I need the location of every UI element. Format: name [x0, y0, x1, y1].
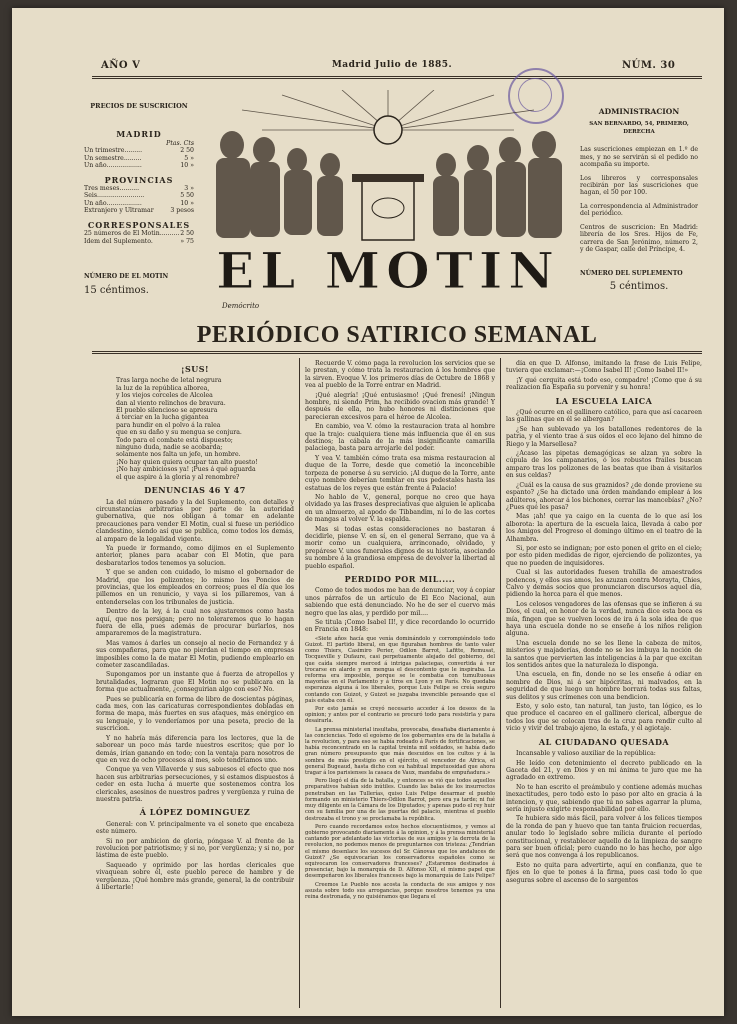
- paragraph: ¡Qué alegría! ¡Qué entusiasmo! ¡Qué frenesí! ¡Ningun hombre, ni siendo Prim, ha recibido ovacion más grande! Y después de ella, no hubo honores ni distinciones que parecieran excesivos para el héroe de Alcolea.: [305, 391, 495, 421]
- paragraph: día en que D. Alfonso, imitando la frase de Luis Felipe, tuviera que exclamar:—¡Como Isabel II! ¡Como Isabel II!»: [506, 360, 702, 375]
- poem-line: solamente nos falta un jefe, un hombre.: [116, 451, 241, 459]
- price-row-label: Idem del Suplemento.: [84, 237, 153, 245]
- heading-escuela-laica: LA ESCUELA LAICA: [555, 395, 653, 406]
- issue-date: Madrid Julio de 1885.: [331, 60, 453, 70]
- quoted-paragraph: Pero cuando recordamos estos hechos elocuentísimos, y vemos al gobierno provocando diariamente á la opinion, y á la prensa ministerial cantando por adelantado las victorias de sus amigos y la derrota de la revolucion, no podemos menos de preguntarnos con tristeza: ¿Tendrían el mismo desenlace los sucesos del Sr. Cánovas que los andaluces de Guizot? ¿Se equivocarían los conservadores españoles como se equivocaron los conservadores franceses? ¿Estaremos destinados á presenciar, bajo la monarquía de D. Alfonso XII, el mismo papel que desempeñaron los liberales franceses bajo la monarquía de Luis Felipe?: [305, 823, 495, 880]
- paragraph: Pues se publicaría en forma de libro de doscientas páginas, cada mes, con las caricaturas correspondientes dobladas en forma de mapa, más fuertes en sus ataques, más enérgico en su lenguaje, y lo venderíamos por una peseta, precio de la suscricion.: [96, 695, 294, 733]
- paragraph: Conque ya ven Villaverde y sus sabuesos el efecto que nos hacen sus arbitrarias persecuciones, y si estamos dispuestos á ceder en esta lucha á muerte que sostenemos contra los clericales, asesinos de nuestros padres y vergüenza y ruina de nuestra patria.: [96, 766, 294, 803]
- price-row: [84, 155, 194, 162]
- subscription-prices-box: [84, 103, 194, 296]
- paragraph: Te hubiera sido más fácil, para volver á los felices tiempos de la ronda de pan y huevo que tan tanta fruicion recuerdas, anular todo lo legislado sobre milicia durante el período constitucional, y restablecer aquello de la limpieza de sangre para ser buen oficial; pero cuando no lo has hecho, por algo será que nos convenga á los republicanos.: [506, 815, 702, 860]
- newspaper-subtitle: PERIÓDICO SATIRICO SEMANAL: [196, 322, 598, 348]
- provincias-price-list: [84, 185, 194, 215]
- paragraph: He leído con detenimiento el decreto publicado en la Gaceta del 21, y en Dios y en mi ánima te juro que me ha agradado en extremo.: [506, 759, 702, 782]
- ciudadano-quesada-body: [506, 750, 702, 884]
- masthead-illustration: [202, 90, 574, 312]
- paragraph: No hablo de V., general, porque no creo que haya olvidado ya las frases despreciativas que alguien le aplicaba en un almuerzo, al apodo de Tibbandim, ni lo de las cortes de mangas al volver V. la espalda.: [305, 493, 495, 524]
- quoted-paragraph: «Siete años hacía que venía dominándolo y corrompiéndolo todo Guizot. El partido liberal, en que figuraban hombres de tanto valer como Thiers, Casimiro Perier, Odilon Barrot, Lafitte, Remusat, Tocqueville y Dufaure, casi perpetuamente alejado del gobierno, del que caída siempre merced á intrigas palaciegas, convertida á ver trocarse en alarde y en mengua el descontento que le inspiraba. La reforma era imposible, porque se le combatía con tumultuosas mayorías en el Parlamento y á tiros en Lyon y en París. No quedaba esperanza alguna á los liberales, porque Luis Felipe se creía seguro contando con Guizot, y Guizot se juzgaba invencible pensando que el país estaba con él.: [305, 635, 495, 704]
- quoted-paragraph: La prensa ministerial insultaba, provocaba, desafiaba diariamente á las conciencias. Todo el egoísmo de los gobernantes era de la batalla á la revolucion, y para eso se había rodeado á París de fortificaciones, se había reconcentrado en la capital treinta mil soldados, se había dado gran número presupuesto que más descuidos en los cultos y á la sombra de más prestigio en el ejército, el vencedor de Africa, el general Bugeaud, hasta dicho con su habitual impetuosidad que ahora tragar á los parisienses la casaca de Vaux, mandaba de empuñadura.»: [305, 726, 495, 777]
- admin-note: Centros de suscricion: En Madrid: librería de los Sres. Hijos de Fe, carrera de San Jerónimo, número 2, y de Gaspar, calle del Príncipe, 4.: [580, 224, 698, 254]
- poem-line: para hundir en el polvo á la ralea: [116, 421, 221, 429]
- paragraph: Ya puede ir formando, como dijimos en el Suplemento anterior, planes para acabar con El Motin, que para desbaratarlos todos tenemos ya solucion.: [96, 544, 294, 567]
- escuela-laica-body: [506, 409, 702, 733]
- poem-body: [116, 377, 294, 481]
- paragraph: Como de todos modos me han de denunciar, voy á copiar unos párrafos de un artículo de El Eco Nacional, aun sabiendo que está denunciado. No he de ser el cuervo más negro que las alas, y perdido por mil....: [305, 587, 495, 617]
- price-row-value: 3 pesos: [170, 207, 194, 215]
- quoted-paragraph: Por esto jamás se creyó necesario acceder á los deseos de la opinion; y antes por el contrario se procuró todo para resistirla y para desairarla.: [305, 706, 495, 725]
- price-row: [84, 185, 194, 192]
- paragraph: En cambio, vea V. cómo la restauracion trata al hombre que la trajo: cualquiera tiene más influencia que él en sus destinos; la cábala de la más insignificante camarilla palaciega, basta para arrojarle del poder.: [305, 423, 495, 453]
- paragraph: Recuerde V. cómo paga la revolucion los servicios que se le prestan, y cómo trata la restauracion á los hombres que la sirven. Evoque V. los primeros días de Octubre de 1868 y vea al pueblo de la Torre entrar en Madrid.: [305, 360, 495, 390]
- admin-note: Los libreros y corresponsales recibirán por las suscriciones que hagan, el 50 por 100.: [580, 174, 698, 197]
- paragraph: La del número pasado y la del Suplemento, con detalles y circunstancias arbitrarias por parte de la autoridad gubernativa, que nos obligan á tomar en adelante precauciones para vender El Motin, cual si fuese un periódico clandestino, siendo así que se publica, como todos los demás, al amparo de la legalidad vigente.: [96, 498, 294, 543]
- poem-line: dan al viento relinchos de bravura.: [116, 399, 226, 407]
- masthead-title: EL MOTIN: [216, 241, 560, 300]
- provincias-heading: PROVINCIAS: [104, 174, 174, 185]
- price-row-label: Un trimestre.........: [84, 147, 143, 155]
- paragraph: Esto no quita para advertirte, aquí en confianza, que te fijes en lo que te pones á la firma, pues casi todo lo que aseguras sobre el ascenso de lo sargentos: [506, 861, 702, 884]
- price-row-value: 5 »: [184, 154, 194, 162]
- price-row-value: 3 »: [184, 185, 194, 193]
- admin-note: La correspondencia al Administrador del periódico.: [580, 203, 698, 218]
- price-row: [84, 200, 194, 207]
- poem-line: Tras larga noche de letal negrura: [116, 377, 222, 385]
- currency-label: Ptas. Cts: [166, 139, 194, 147]
- admin-notes: [580, 146, 698, 253]
- price-row-value: 2 50: [180, 147, 194, 155]
- paragraph: Saqueado y oprimido por las hordas clericales que vivaquean sobre él, este pueblo perece de hambre y de vergüenza. ¡Qué hombre más grande, general, la de contribuir á libertarle!: [96, 861, 294, 891]
- price-row-value: 2 50: [180, 230, 194, 238]
- corresponsales-heading: CORRESPONSALES: [87, 219, 191, 230]
- heading-ciudadano-quesada: AL CIUDADANO QUESADA: [538, 736, 670, 747]
- paragraph: Si no por ambicion de gloria, póngase V. al frente de la revolucion por patriotismo; y si no, por vergüenza; y si no, por lástima de este pueblo.: [96, 837, 294, 860]
- admin-note: Las suscriciones empiezan en 1.º de mes, y no se servirán si el pedido no acompaña su importe.: [580, 146, 698, 169]
- paragraph: Incansable y valioso auxiliar de la república:: [516, 750, 656, 758]
- issue-price: 15 céntimos.: [84, 285, 149, 297]
- paragraph: ¿Se han sublevado ya los batallones redentores de la patria, y el viento trae á sus oídos el eco lejano del himno de Riego y la Marsellesa?: [506, 425, 702, 448]
- poem-line: ¡No hay quien quiera ocupar tan alto puesto!: [116, 458, 258, 466]
- paragraph: General: con V. principalmente va el soneto que encabeza este número.: [96, 820, 294, 836]
- quoted-paragraph: Creemos Le Pueblo nos acosta la conducta de sus amigos y nos asusta sobre todo sus arrogancias, porque nosotros tenemos ya una reina destronada, y no quisiéramos que llegara el: [305, 881, 495, 900]
- column-3: [506, 360, 702, 886]
- paragraph: Se titula ¡Como Isabel II!, y dice recordando lo ocurrido en Francia en 1848:: [305, 619, 495, 634]
- paragraph: ¿Acaso las pipetas demagógicas se alzan ya sobre la cúpula de los campanarios, ó los robustos frailes buscan amparo tras los polizones de las beatas que iban á visitarlos en sus celdas?: [506, 450, 702, 480]
- column3-continued-body: [506, 360, 702, 392]
- price-row-value: 10 »: [180, 162, 194, 170]
- price-row-label: Un semestre.........: [84, 154, 142, 162]
- price-row-label: Un año..................: [84, 162, 142, 170]
- paragraph: Dentro de la ley, á la cual nos ajustaremos como hasta aquí, que nos persigan; pero no toleraremos que lo hagan fuera de ella, pues además de procurar burlarlos, nos ampararemos de la magistratura.: [96, 608, 294, 638]
- admin-title: ADMINISTRACION: [598, 107, 680, 116]
- paragraph: ¿Cuál es la causa de sus graznidos? ¿de donde proviene su espanto? ¿Se ha dictado una órden mandando emplear á los adúlteros, ahorcar á los bichones, cerrar las mancebías? ¿No? ¿Pues qué les pasa?: [506, 481, 702, 511]
- paragraph: Esto, y solo esto, tan natural, tan justo, tan lógico, es lo que produce el cacareo en el gallinero clerical, albergue de todos los que se colocan tras de la cruz para rendir culto al vicio y vivir del trabajo ajeno, la estafa, y el agiotaje.: [506, 703, 702, 733]
- paragraph: No te han escrito el preámbulo y contiene además muchas inexactitudes, pero todo esto lo paso por alto en gracia á la intencion, y que, sabiendo que tú no sabes agarrar la pluma, sería injusto exigirte responsabilidad por ello.: [506, 783, 702, 813]
- artist-signature: Demócrito: [222, 302, 260, 310]
- column-1: [96, 360, 294, 893]
- price-row-value: 5 50: [180, 192, 194, 200]
- paragraph: ¿Qué ocurre en el gallinero católico, para que así cacareen las gallinas que en él se albergan?: [506, 409, 702, 424]
- admin-address: SAN BERNARDO, 54, PRIMERO, DERECHA: [589, 121, 689, 135]
- lopez-dominguez-body: [96, 821, 294, 892]
- supplement-price: 5 céntimos.: [609, 281, 669, 293]
- heading-denuncias: DENUNCIAS 46 Y 47: [144, 485, 246, 496]
- newspaper-page: [12, 8, 724, 1016]
- price-row-value: 10 »: [180, 199, 194, 207]
- issue-year: AÑO V: [101, 60, 141, 71]
- madrid-heading: MADRID: [116, 129, 162, 140]
- price-row: [84, 238, 194, 245]
- poem-line: ninguno duda, nadie se acobarda;: [116, 444, 223, 452]
- price-row-value: » 75: [180, 237, 194, 245]
- perdido-intro: [305, 587, 495, 633]
- paragraph: Cual si las autoridades fuesen trahilla de amaestrados podencos, y ellos sus amos, les azuzan contra Morayta, Chies, Calvo y demás socios que pronunciaron discursos aquel día, pidiendo la horca para el que menos.: [506, 569, 702, 599]
- heading-lopez-dominguez: Á LÓPEZ DOMINGUEZ: [139, 807, 251, 818]
- quoted-paragraph: Pero llegó el día de la batalla, y entonces se vió que todos aquellos preparativos habían sido inútiles. Cuando las balas de los insurrectos penetraban en las Tullerías, quiso Luis Felipe desarmar el pueblo formando un ministerio Thiers-Odilon Barrot, pero era ya tarde; ni fué muy diligente en la Cámara de los Diputados; y apenas pudo el rey huir con su familia por una de las puertas del palacio, mientras el pueblo destrozaba el trono y se proclamaba la república.: [305, 778, 495, 822]
- paragraph: Una escuela donde no se les llene la cabeza de mitos, misterios y majaderías, donde no se les imbuya la noción de la santos que pervierten las inteligencias á la par que excitan los sentidos antes que la naturaleza lo disponga.: [506, 639, 702, 670]
- paragraph: ¡Y qué cerquita está todo eso, compadre! ¡Como que á su realizacion fía España su porvenir y su honra!: [506, 376, 702, 392]
- paragraph: Mas vamos á darles un consejo al necio de Fernandez y á sus compañeras, para que no pierdan el tiempo en empresas imposibles como la de matar El Motin, pudiendo emplearlo en cometer zascandiladas.: [96, 639, 294, 670]
- paragraph: Y no habría más diferencia para los lectores, que la de saborear un poco más tarde nuestros escritos; que por lo demás, irían ganando en todo; con la ventaja para nosotros de que en vez de ocho procesos al mes, solo tendríamos uno.: [96, 734, 294, 764]
- prices-title: PRECIOS DE SUSCRICION: [90, 102, 188, 110]
- poem-title: ¡SUS!: [180, 364, 210, 374]
- price-row: [84, 192, 194, 199]
- poem-line: á terciar en la lucha gigantea: [116, 414, 209, 422]
- poem-line: el que aspire á la gloria y al renombre?: [116, 473, 240, 481]
- issue-price-label: NÚMERO DE EL MOTIN: [84, 272, 169, 280]
- heading-perdido-por-mil: PERDIDO POR MIL.....: [344, 573, 456, 584]
- poem-line: que en su daño y su mengua se conjura.: [116, 429, 242, 437]
- issue-number: NÚM. 30: [622, 60, 676, 71]
- price-row: [84, 162, 194, 169]
- price-row: [84, 147, 194, 154]
- madrid-price-list: [84, 147, 194, 169]
- administration-box: [580, 107, 698, 293]
- letter-continued-body: [305, 360, 495, 570]
- paragraph: Mas si todas estas consideraciones no bastaran á decidirle, piense V. en sí, en el general Serrano, que va á morir como un cualquiera, arrinconado, olvidado, y prepárese V. unos funerales dignos de su historia, asociando su nombre á la grandiosa empresa de devolver la libertad al pueblo español.: [305, 525, 495, 570]
- paragraph: Mas ¡ah! que ya caigo en la cuenta de lo que así los alborota: la apertura de la escuela laica, llevada á cabo por los Amigos del Progreso el domingo último en el teatro de la Alhambra.: [506, 513, 702, 543]
- column-2: [305, 360, 495, 902]
- poem-line: la luz de la república alborea,: [116, 384, 210, 392]
- supplement-label: NÚMERO DEL SUPLEMENTO: [580, 269, 683, 277]
- price-row-label: Seis........................: [84, 192, 145, 200]
- price-row-label: Un año..................: [84, 199, 142, 207]
- poem-line: El pueblo silencioso se apresura: [116, 407, 218, 415]
- price-row-label: 25 números de El Motin..........: [84, 230, 180, 238]
- poem-line: y los viejos corceles de Alcolea: [116, 392, 213, 400]
- price-row: [84, 207, 194, 214]
- price-row: [84, 230, 194, 237]
- paragraph: Y que se anden con cuidado, lo mismo el gobernador de Madrid, que los polizontes; lo mismo los Poncios de provincias, que los empleados en correos; pues el día que los pillemos en un renuncio, y vaya si los pillaremos, van á entenderselas con los tribunales de justicia.: [96, 569, 294, 606]
- denuncias-body: [96, 499, 294, 804]
- paragraph: Si, por esto se indignan; por esto ponen el grito en el cielo; por esto piden medidas de rigor, ejerciendo de polizontes, ya que no pueden de inquisidores.: [506, 544, 702, 567]
- paragraph: Los celosos vengadores de las ofensas que se infieren á su Dios, el cual, en honor de la verdad, nunca dice esta boca es mía, fingen que se vuelven locos de ira á la sola idea de que haya una escuela donde no se enseñe á los niños religion alguna.: [506, 600, 702, 638]
- poem-line: ¡No hay ambiciosos ya! ¡Pues á qué aguarda: [116, 466, 256, 474]
- poem-line: Todo para el combate está dispuesto;: [116, 436, 233, 444]
- paragraph: Y vea V. también cómo trata esa misma restauracion al duque de la Torre, desde que cometió la inconcebible torpeza de ponerse á su servicio. ¡Al duque de la Torre, ante cuyo nombre deberían temblar en sus pedestales hasta las estatuas de los reyes que están frente á Palacio!: [305, 454, 495, 492]
- corresponsales-price-list: [84, 230, 194, 245]
- price-row-label: Extranjero y Ultramar: [84, 207, 154, 215]
- perdido-quotation: [305, 636, 495, 900]
- paragraph: Una escuela, en fin, donde no se les enseñe á odiar en nombre de Dios, ni á ser hipócritas, ni malvados, en la seguridad de que luego un hombre borrará todas sus faltas, sus delitos y sus crímenes con una bendicion.: [506, 671, 702, 701]
- paragraph: Supongamos por un instante que á fuerza de atropellos y brutalidades, lograran que El Motin no se publicara en la forma que actualmente, ¿conseguirian algo con eso? No.: [96, 671, 294, 694]
- price-row-label: Tres meses..........: [84, 185, 140, 193]
